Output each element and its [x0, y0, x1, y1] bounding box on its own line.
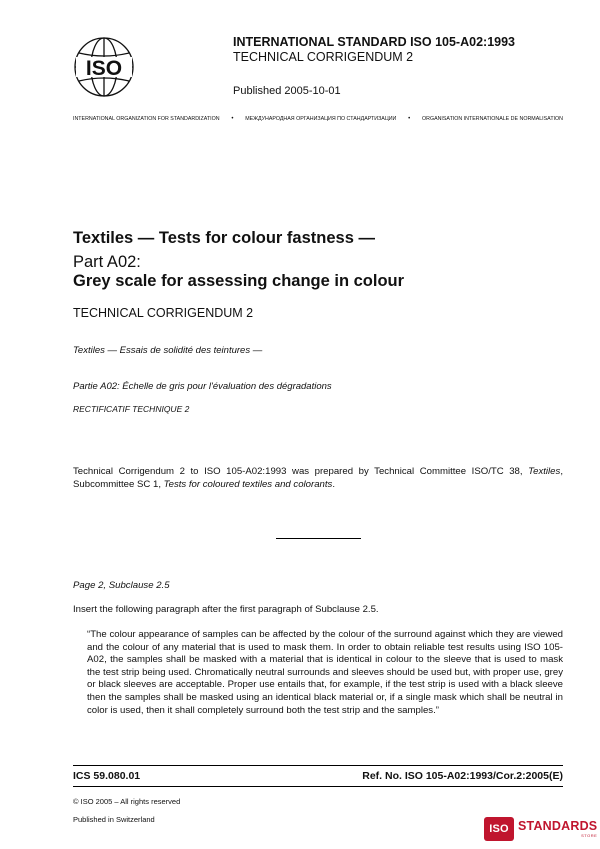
store-word: STANDARDS	[518, 819, 598, 834]
intro-committee-name: Textiles	[528, 466, 561, 477]
org-separator: •	[231, 116, 234, 122]
iso-logo	[73, 36, 135, 98]
document-title: Textiles — Tests for colour fastness —	[73, 229, 375, 247]
iso-logo-text: ISO	[85, 57, 123, 80]
inserted-paragraph: “The colour appearance of samples can be affected by the colour of the surround against which they are viewed and the colour of any material that is used to mask them. In order to obtain reliable test results using ISO 105-A02, the samples shall be masked with a material that is identical in colour to the sleeve that is used to mask the test strip being used. Chromatically neutral surrounds and sleeves should be used but, with proper use, grey or black sleeves are acceptable. Proper use entails that, for example, if the test strip is used with a black sleeve then the samples shall be masked using an identical black material or, if a single mask which shall be neutral in color is used, then it shall completely surround both the test strip and the samples.”	[87, 629, 563, 716]
org-name-fr: ORGANISATION INTERNATIONALE DE NORMALISATION	[422, 116, 563, 122]
part-label: Part A02:	[73, 253, 141, 271]
footer-rule-top	[73, 765, 563, 766]
copyright-notice: © ISO 2005 – All rights reserved	[73, 797, 181, 806]
standard-title: INTERNATIONAL STANDARD ISO 105-A02:1993	[233, 35, 516, 49]
org-separator: •	[408, 116, 411, 122]
intro-paragraph	[73, 465, 563, 491]
store-iso-logo: ISO	[484, 817, 514, 841]
intro-text: , Subcommittee SC 1,	[73, 466, 563, 490]
instruction-text: Insert the following paragraph after the first paragraph of Subclause 2.5.	[73, 604, 379, 615]
page-reference: Page 2, Subclause 2.5	[73, 580, 170, 591]
publication-date: Published 2005-10-01	[233, 85, 341, 97]
organization-names	[73, 116, 563, 122]
french-corrigendum: RECTIFICATIF TECHNIQUE 2	[73, 404, 190, 414]
footer-rule-bottom	[73, 786, 563, 787]
french-part-title: Partie A02: Échelle de gris pour l'évaluation des dégradations	[73, 381, 332, 392]
standards-store-badge	[484, 814, 600, 844]
title-corrigendum: TECHNICAL CORRIGENDUM 2	[73, 306, 254, 320]
org-name-en: INTERNATIONAL ORGANIZATION FOR STANDARDIZATION	[73, 116, 220, 122]
part-title: Grey scale for assessing change in colour	[73, 272, 405, 290]
published-in: Published in Switzerland	[73, 815, 155, 824]
ics-code: ICS 59.080.01	[73, 770, 141, 782]
store-sub: STORE	[581, 832, 598, 838]
intro-subcommittee-name: Tests for coloured textiles and colorants	[163, 479, 333, 490]
separator-rule	[276, 538, 361, 539]
intro-text: Technical Corrigendum 2 to ISO 105-A02:1993 was prepared by Technical Committee ISO/TC 38,	[73, 466, 529, 477]
intro-text: .	[332, 479, 336, 490]
corrigendum-label: TECHNICAL CORRIGENDUM 2	[233, 50, 414, 64]
reference-number: Ref. No. ISO 105-A02:1993/Cor.2:2005(E)	[362, 770, 563, 782]
org-name-ru: МЕЖДУНАРОДНАЯ ОРГАНИЗАЦИЯ ПО СТАНДАРТИЗАЦИИ	[245, 116, 397, 122]
french-title: Textiles — Essais de solidité des teintures —	[73, 345, 263, 356]
